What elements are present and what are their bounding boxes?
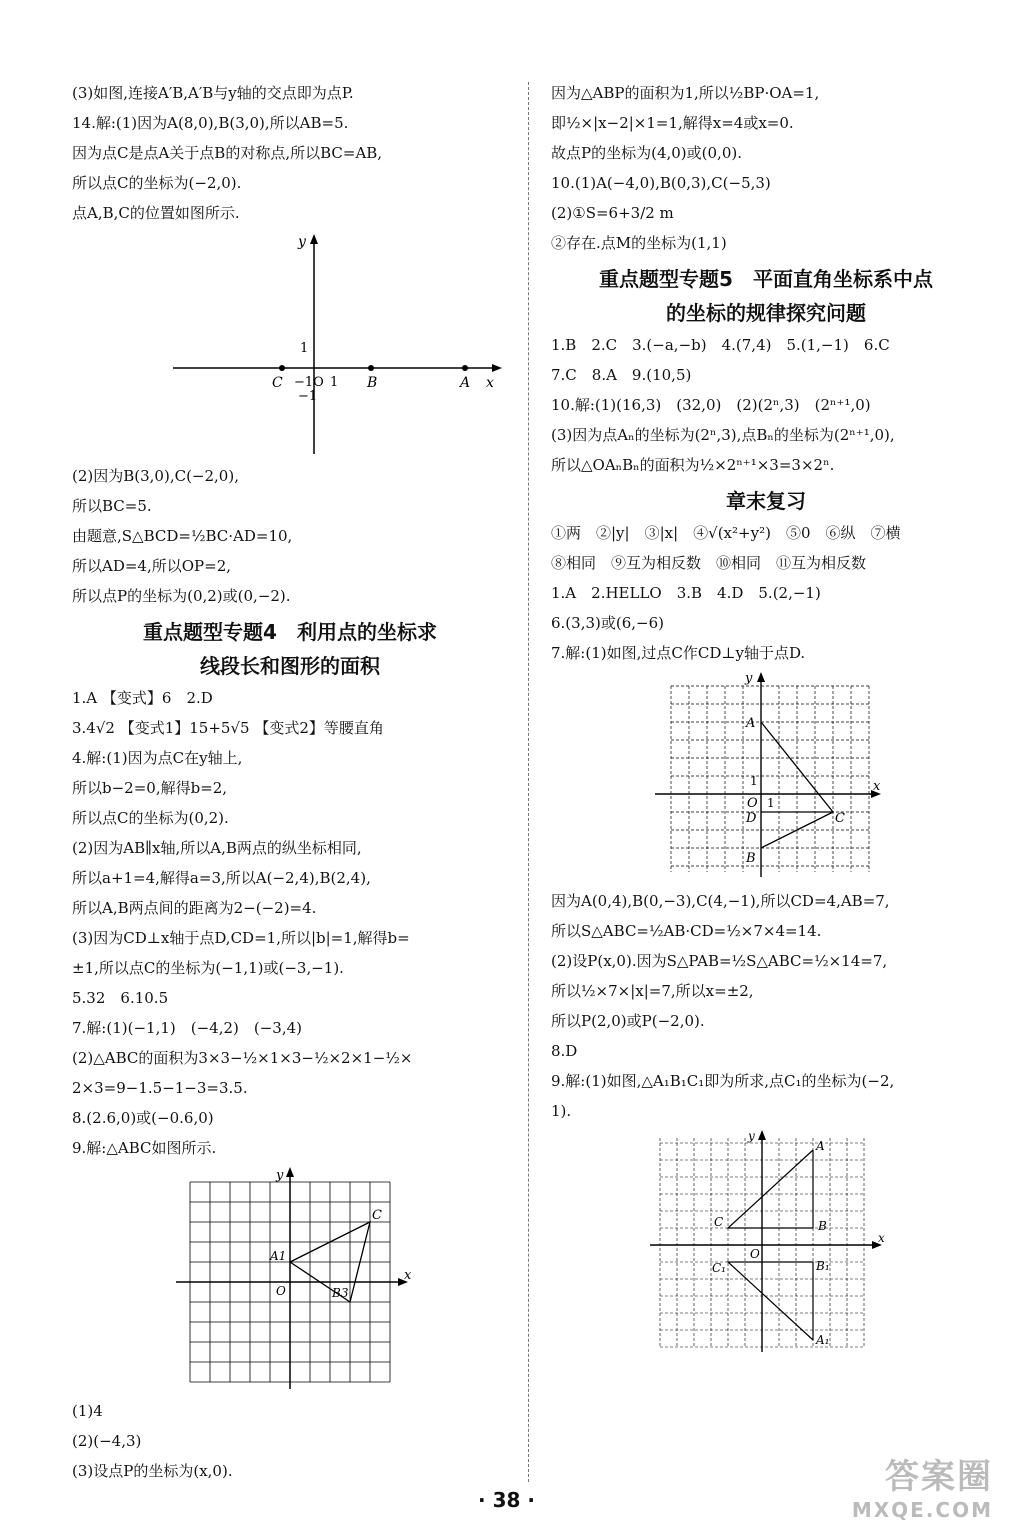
watermark-logo [852, 1449, 993, 1522]
text-line: ①两 ②|y| ③|x| ④√(x²+y²) ⑤0 ⑥纵 ⑦横 [551, 524, 901, 542]
text-line: (1)4 [72, 1402, 103, 1420]
text-line: (2)设P(x,0).因为S△PAB=½S△ABC=½×14=7, [551, 952, 888, 970]
y-axis-label: y [276, 1168, 284, 1183]
text-line: 4.解:(1)因为点C在y轴上, [72, 749, 243, 767]
heading-line: 线段长和图形的面积 [200, 654, 380, 678]
text-line: 所以b−2=0,解得b=2, [72, 779, 228, 797]
text-line: (2)△ABC的面积为3×3−½×1×3−½×2×1−½× [72, 1049, 413, 1067]
text-line: (2)①S=6+3/2 m [551, 204, 674, 222]
text-line: 2×3=9−1.5−1−3=3.5. [72, 1079, 248, 1097]
text-line: 所以BC=5. [72, 497, 152, 515]
right-block1 [551, 78, 981, 258]
tick-label: −1O [294, 375, 324, 390]
tick-label: 1 [330, 375, 339, 390]
text-line: (3)因为点Aₙ的坐标为(2ⁿ,3),点Bₙ的坐标为(2ⁿ⁺¹,0), [551, 426, 895, 444]
point-c-label: C [835, 811, 845, 826]
text-line: 所以S△ABC=½AB·CD=½×7×4=14. [551, 922, 822, 940]
text-line: 9.解:△ABC如图所示. [72, 1139, 217, 1157]
left-column [72, 78, 508, 1486]
point-a-label: A [460, 375, 471, 391]
watermark-bottom: MXQE.COM [851, 1498, 993, 1522]
text-line: 所以点C的坐标为(−2,0). [72, 174, 242, 192]
text-line: 10.解:(1)(16,3) (32,0) (2)(2ⁿ,3) (2ⁿ⁺¹,0) [551, 396, 871, 414]
text-line: 所以P(2,0)或P(−2,0). [551, 1012, 705, 1030]
watermark-top: 答案圈 [885, 1457, 993, 1497]
text-line: 所以点C的坐标为(0,2). [72, 809, 229, 827]
x-axis-label: x [878, 1231, 885, 1245]
text-line: 8.(2.6,0)或(−0.6,0) [72, 1109, 214, 1127]
point-b-label: B [367, 375, 378, 391]
figure-axes-abc [168, 232, 508, 457]
x-axis-label: x [873, 779, 881, 794]
point-b1-label: B₁ [816, 1259, 830, 1273]
text-line: 6.(3,3)或(6,−6) [551, 614, 664, 632]
left-block4 [72, 1396, 508, 1486]
text-line: (2)因为AB∥x轴,所以A,B两点的纵坐标相同, [72, 839, 362, 857]
text-line: ②存在.点M的坐标为(1,1) [551, 234, 727, 252]
text-line: 5.32 6.10.5 [72, 989, 169, 1007]
text-line: 所以AD=4,所以OP=2, [72, 557, 232, 575]
text-line: 10.(1)A(−4,0),B(0,3),C(−5,3) [551, 174, 771, 192]
y-axis-label: y [298, 234, 306, 250]
text-line: (3)如图,连接A′B,A′B与y轴的交点即为点P. [72, 84, 354, 102]
point-a-label: A [746, 716, 756, 731]
point-b-label: B [818, 1219, 827, 1233]
right-column [551, 78, 981, 1359]
text-line: (2)(−4,3) [72, 1432, 142, 1450]
x-axis-label: x [486, 375, 494, 391]
text-line: 所以½×7×|x|=7,所以x=±2, [551, 982, 754, 1000]
text-line: (3)因为CD⊥x轴于点D,CD=1,所以|b|=1,解得b= [72, 929, 410, 947]
point-c-label: C [372, 1208, 382, 1223]
heading-line: 重点题型专题5 平面直角坐标系中点 [599, 267, 933, 291]
heading-chapter-review: 章末复习 [726, 489, 806, 513]
text-line: 1.B 2.C 3.(−a,−b) 4.(7,4) 5.(1,−1) 6.C [551, 336, 890, 354]
text-line: 1.A 【变式】6 2.D [72, 689, 213, 707]
figure-grid-abc [172, 1167, 432, 1392]
column-divider [528, 82, 529, 1482]
heading-topic4 [72, 615, 508, 683]
text-line: (2)因为B(3,0),C(−2,0), [72, 467, 239, 485]
point-a1-label: A₁ [816, 1333, 830, 1347]
page-number: · 38 · [478, 1488, 535, 1512]
text-line: 即½×|x−2|×1=1,解得x=4或x=0. [551, 114, 794, 132]
text-line: 7.解:(1)如图,过点C作CD⊥y轴于点D. [551, 644, 806, 662]
x-axis-label: x [404, 1268, 412, 1283]
left-block1 [72, 78, 508, 228]
point-c-label: C [272, 375, 283, 391]
point-b-label: B [746, 851, 756, 866]
text-line: 7.解:(1)(−1,1) (−4,2) (−3,4) [72, 1019, 302, 1037]
tick-label: 1 [767, 796, 775, 810]
heading-line: 的坐标的规律探究问题 [666, 301, 866, 325]
text-line: 8.D [551, 1042, 578, 1060]
point-d-label: D [746, 811, 757, 826]
text-line: ±1,所以点C的坐标为(−1,1)或(−3,−1). [72, 959, 344, 977]
text-line: 点A,B,C的位置如图所示. [72, 204, 240, 222]
right-block3 [551, 518, 981, 668]
left-block2 [72, 461, 508, 611]
y-axis-label: y [745, 672, 753, 686]
origin-label: O [750, 1247, 760, 1261]
text-line: ⑧相同 ⑨互为相反数 ⑩相同 ⑪互为相反数 [551, 554, 867, 572]
text-line: 9.解:(1)如图,△A₁B₁C₁即为所求,点C₁的坐标为(−2, [551, 1072, 895, 1090]
text-line: 14.解:(1)因为A(8,0),B(3,0),所以AB=5. [72, 114, 349, 132]
tick-label: −1 [298, 389, 318, 404]
left-block3 [72, 683, 508, 1163]
point-a-label: A [816, 1139, 825, 1153]
tick-label: 1 [300, 341, 309, 356]
figure-grid-reflection [646, 1130, 896, 1355]
text-line: 所以A,B两点间的距离为2−(−2)=4. [72, 899, 317, 917]
text-line: 因为△ABP的面积为1,所以½BP·OA=1, [551, 84, 820, 102]
text-line: (3)设点P的坐标为(x,0). [72, 1462, 233, 1480]
text-line: 所以点P的坐标为(0,2)或(0,−2). [72, 587, 291, 605]
figure-grid-cd [651, 672, 891, 882]
right-block2 [551, 330, 981, 480]
origin-label: O [276, 1284, 286, 1298]
text-line: 3.4√2 【变式1】15+5√5 【变式2】等腰直角 [72, 719, 384, 737]
origin-label: O [747, 796, 758, 811]
text-line: 所以△OAₙBₙ的面积为½×2ⁿ⁺¹×3=3×2ⁿ. [551, 456, 835, 474]
text-line: 1.A 2.HELLO 3.B 4.D 5.(2,−1) [551, 584, 821, 602]
heading-topic5 [551, 262, 981, 330]
point-a-label: A1 [270, 1249, 287, 1263]
text-line: 故点P的坐标为(4,0)或(0,0). [551, 144, 742, 162]
text-line: 1). [551, 1102, 572, 1120]
point-b-label: B3 [332, 1286, 349, 1300]
point-c1-label: C₁ [712, 1261, 726, 1275]
text-line: 7.C 8.A 9.(10,5) [551, 366, 692, 384]
heading-line: 重点题型专题4 利用点的坐标求 [143, 620, 437, 644]
text-line: 由题意,S△BCD=½BC·AD=10, [72, 527, 293, 545]
text-line: 因为A(0,4),B(0,−3),C(4,−1),所以CD=4,AB=7, [551, 892, 890, 910]
text-line: 所以a+1=4,解得a=3,所以A(−2,4),B(2,4), [72, 869, 371, 887]
right-block4 [551, 886, 981, 1126]
text-line: 因为点C是点A关于点B的对称点,所以BC=AB, [72, 144, 383, 162]
point-c-label: C [714, 1215, 724, 1229]
tick-label: 1 [750, 774, 758, 788]
y-axis-label: y [748, 1130, 755, 1143]
